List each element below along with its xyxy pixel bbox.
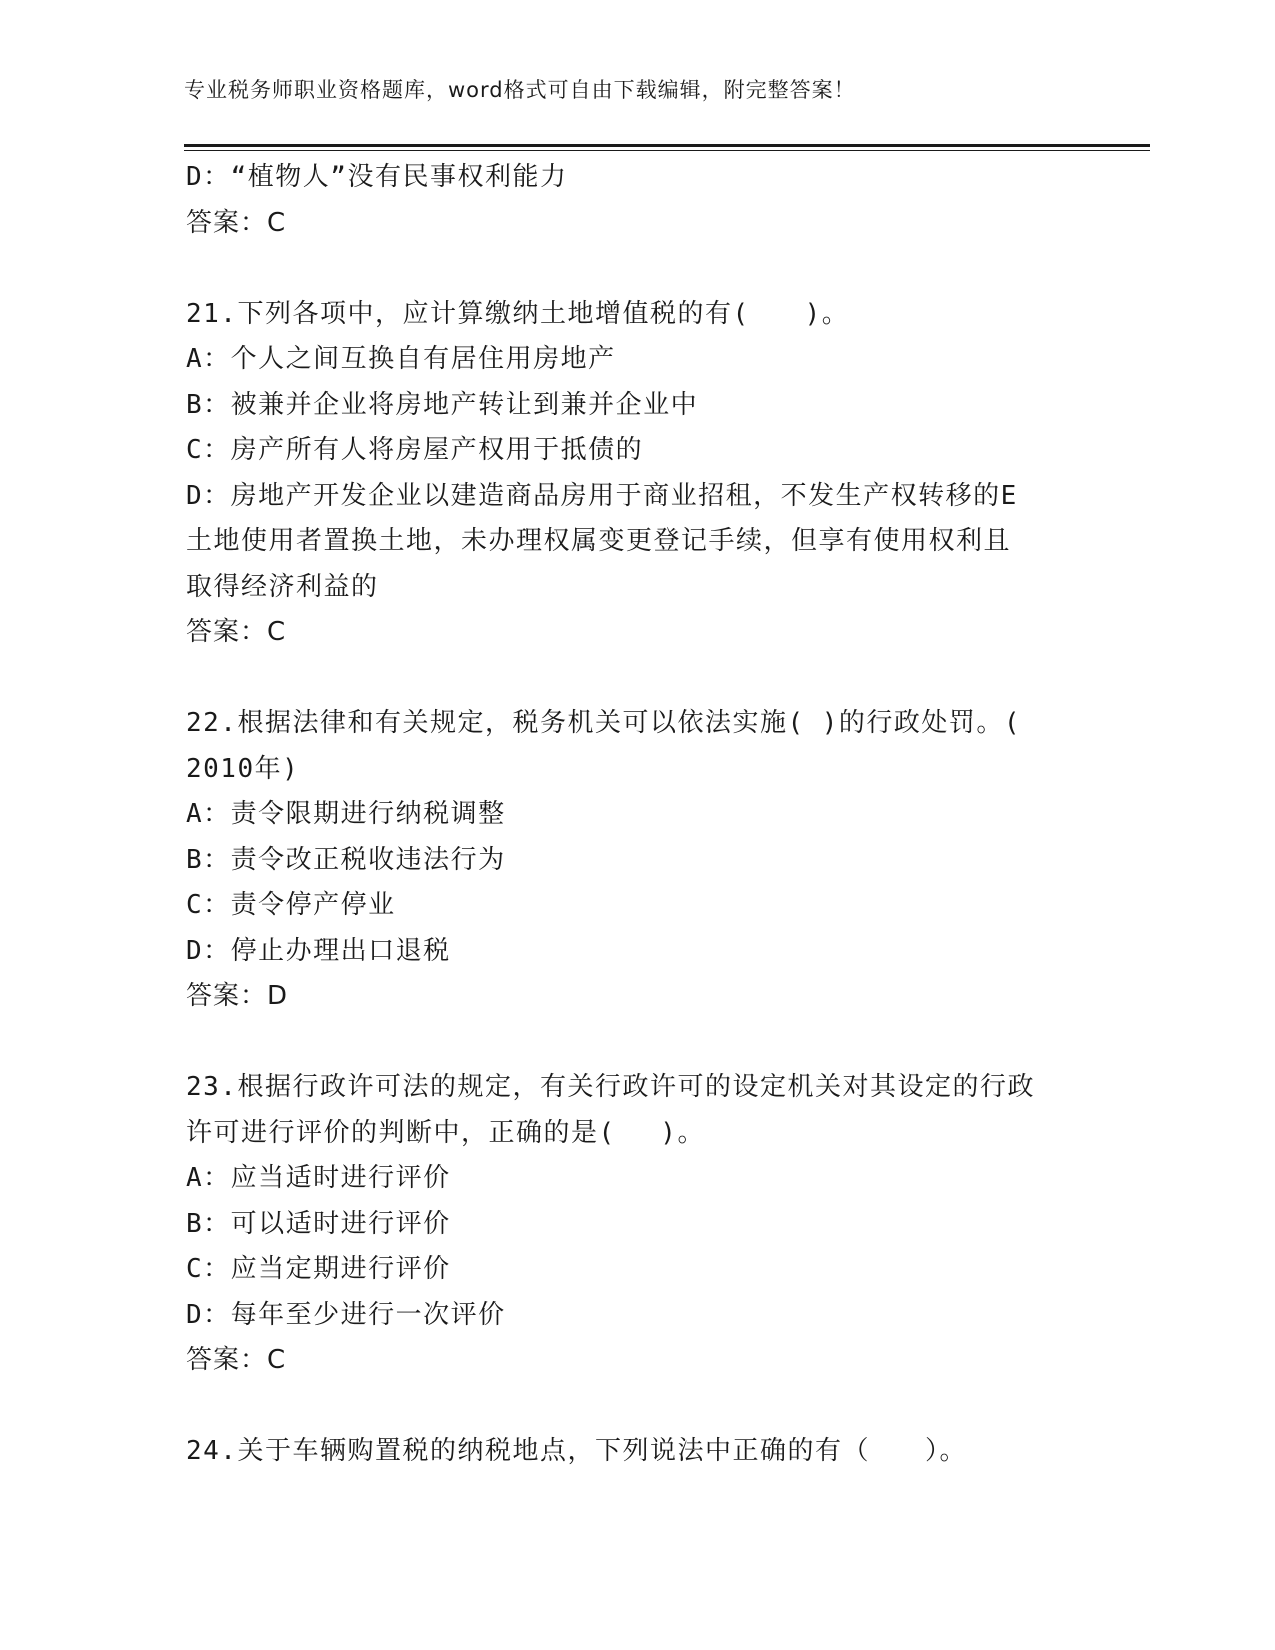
q21-option-a: A：个人之间互换自有居住用房地产 [186, 344, 616, 374]
q21-option-c: C：房产所有人将房屋产权用于抵债的 [186, 435, 644, 465]
q21-option-d-line3: 取得经济利益的 [186, 571, 379, 602]
q23-stem-line2: 许可进行评价的判断中，正确的是( )。 [186, 1117, 705, 1148]
q22-stem-line2: 2010年) [186, 753, 300, 784]
q22-option-b: B：责令改正税收违法行为 [186, 844, 506, 875]
q22-option-a: A：责令限期进行纳税调整 [186, 799, 506, 829]
q21-option-d-line1: D：房地产开发企业以建造商品房用于商业招租，不发生产权转移的E [186, 480, 1018, 511]
header-rule-thin [184, 150, 1150, 151]
q23-stem-line1: 23.根据行政许可法的规定，有关行政许可的设定机关对其设定的行政 [186, 1072, 1035, 1102]
q21-option-b: B：被兼并企业将房地产转让到兼并企业中 [186, 389, 699, 420]
q23-option-c: C：应当定期进行评价 [186, 1254, 451, 1284]
header-rule-thick [184, 144, 1150, 147]
q21-stem: 21.下列各项中，应计算缴纳土地增值税的有( )。 [186, 298, 850, 329]
q22-answer: 答案：D [186, 981, 289, 1011]
page-header: 专业税务师职业资格题库，word格式可自由下载编辑，附完整答案！ [184, 78, 856, 102]
q21-answer: 答案：C [186, 617, 287, 647]
q23-option-d: D：每年至少进行一次评价 [186, 1299, 506, 1330]
q21-option-d-line2: 土地使用者置换土地，未办理权属变更登记手续，但享有使用权利且 [186, 526, 1012, 556]
q22-option-c: C：责令停产停业 [186, 890, 396, 920]
q22-stem-line1: 22.根据法律和有关规定，税务机关可以依法实施( )的行政处罚。( [186, 708, 1022, 738]
q23-answer: 答案：C [186, 1345, 287, 1375]
q24-stem: 24.关于车辆购置税的纳税地点，下列说法中正确的有（ ）。 [186, 1436, 967, 1466]
question-content [186, 155, 1106, 1475]
q23-option-a: A：应当适时进行评价 [186, 1163, 451, 1193]
q23-option-b: B：可以适时进行评价 [186, 1208, 451, 1239]
q20-option-d: D：“植物人”没有民事权利能力 [186, 162, 568, 192]
q20-answer: 答案：C [186, 207, 287, 238]
q22-option-d: D：停止办理出口退税 [186, 935, 451, 966]
